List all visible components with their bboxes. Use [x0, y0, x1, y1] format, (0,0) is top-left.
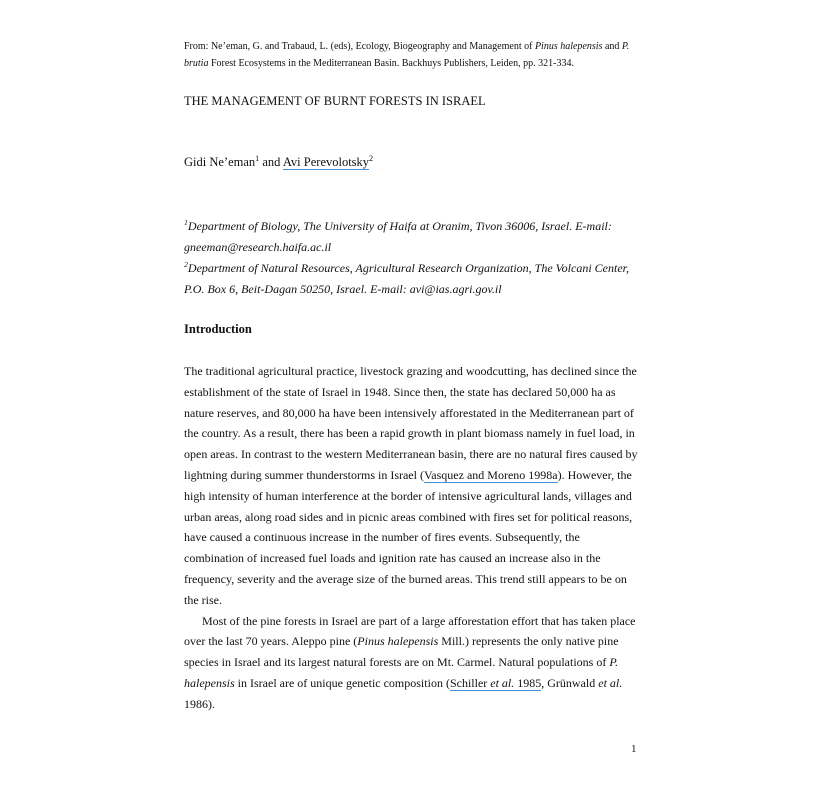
source-text: and [602, 41, 622, 52]
author-and: and [259, 155, 283, 169]
paper-title: THE MANAGEMENT OF BURNT FORESTS IN ISRAEL [184, 94, 486, 108]
affiliation-2-line-2: P.O. Box 6, Beit-Dagan 50250, Israel. E-mail: avi@ias.agri.gov.il [184, 281, 502, 296]
affiliation-text: Department of Biology, The University of Haifa at Oranim, Tivon 36006, Israel. E-mail: [187, 219, 612, 233]
citation-etal: et al. [490, 675, 515, 690]
para1-line: urban areas, along road sides and in picnic areas combined with fires set for political reasons, [184, 509, 633, 524]
source-species: P. [621, 41, 630, 52]
source-text: From: Ne’eman, G. and Trabaud, L. (eds), Ecology, Biogeography and Management of [184, 41, 535, 52]
citation-vasquez-link[interactable]: Vasquez and Moreno 1998a [423, 467, 558, 482]
species-name: P. [609, 655, 619, 670]
para1-line: The traditional agricultural practice, livestock grazing and woodcutting, has declined since the [184, 364, 637, 378]
para1-line: frequency, severity and the average size of the burned areas. This trend still appears to be on [184, 571, 627, 586]
citation-year: 1985 [514, 675, 542, 690]
citation-schiller-link[interactable] [450, 676, 541, 691]
source-line-2 [184, 55, 644, 72]
affiliation-text: Department of Natural Resources, Agricultural Research Organization, The Volcani Center, [187, 261, 629, 275]
citation-author: Schiller [449, 675, 491, 690]
para1-line [184, 465, 644, 486]
citation-etal: et al. [598, 675, 623, 690]
para-text: ). However, the [557, 467, 632, 482]
species-name: Pinus halepensis [357, 634, 439, 649]
para1-line: combination of increased fuel loads and ignition rate has caused an increase also in the [184, 551, 601, 566]
page-number: 1 [631, 743, 637, 755]
para1-line: open areas. In contrast to the western Mediterranean basin, there are no natural fires caused by [184, 447, 638, 462]
author-2-affil: 2 [369, 153, 374, 163]
section-heading: Introduction [184, 322, 252, 336]
para2-line [184, 673, 644, 694]
para2-line: Most of the pine forests in Israel are part of a large afforestation effort that has taken place [202, 613, 636, 628]
para-text: species in Israel and its largest natural forests are on Mt. Carmel. Natural populations of [184, 655, 610, 670]
para1-line: establishment of the state of Israel in 1948. Since then, the state has declared 50,000 ha as [184, 384, 616, 399]
affiliation-2-line-1 [184, 258, 654, 279]
source-line-1 [184, 38, 644, 55]
affiliation-2 [184, 258, 654, 299]
para1-line: nature reserves, and 80,000 ha have been intensively afforestated in the Mediterranean part of [184, 405, 634, 420]
affiliation-1 [184, 216, 654, 257]
source-species: Pinus halepensis [534, 41, 603, 52]
para2-line: 1986). [184, 696, 215, 711]
species-name: halepensis [184, 675, 235, 690]
body-text [184, 361, 644, 715]
author-line [184, 155, 373, 170]
para-text: lightning during summer thunderstorms in Israel ( [184, 467, 424, 482]
author-2-link[interactable]: Avi Perevolotsky [282, 155, 370, 169]
para2-line [184, 631, 644, 652]
author-1: Gidi Ne’eman [184, 155, 256, 169]
affiliation-marker: 2 [184, 260, 188, 269]
para1-line: the country. As a result, there has been a rapid growth in plant biomass namely in fuel load, in [184, 426, 635, 441]
author-1-affil: 1 [255, 153, 260, 163]
affiliation-1-line-2: gneeman@research.haifa.ac.il [184, 239, 332, 254]
source-text: Forest Ecosystems in the Mediterranean Basin. Backhuys Publishers, Leiden, pp. 321-334. [208, 58, 574, 69]
source-species: brutia [184, 58, 209, 69]
para-text: over the last 70 years. Aleppo pine ( [184, 634, 358, 649]
para2-line [184, 652, 644, 673]
affiliation-marker: 1 [184, 218, 188, 227]
source-citation [184, 38, 644, 72]
para-text: , Grünwald [541, 675, 599, 690]
para-text: Mill.) represents the only native pine [438, 634, 619, 649]
para1-line: have caused a continuous increase in the number of fires events. Subsequently, the [184, 530, 580, 545]
para1-line: the rise. [184, 592, 222, 607]
para-text: in Israel are of unique genetic composition ( [234, 675, 450, 690]
affiliation-1-line-1 [184, 216, 654, 237]
para1-line: high intensity of human interference at the border of intensive agricultural lands, villages and [184, 488, 632, 503]
